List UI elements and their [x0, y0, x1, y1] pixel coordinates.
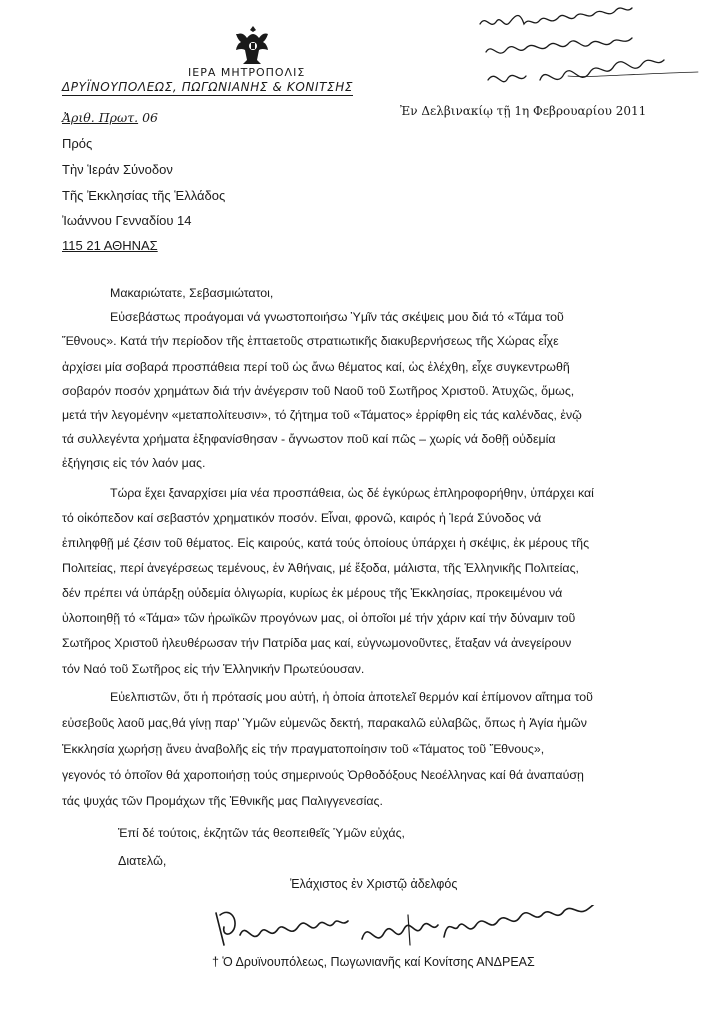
- valediction: Διατελῶ,: [118, 854, 167, 868]
- addressee-line: Τὴν Ἱεράν Σύνοδον: [62, 162, 173, 177]
- salutation: Μακαριώτατε, Σεβασμιώτατοι,: [110, 286, 274, 300]
- body-line: Πολιτείας, περί ἀνεγέρσεως τεμένους, ἐν Ἀθήναις, μέ ἔξοδα, μάλιστα, τῆς Ἑλληνικῆς Πολιτείας,: [62, 561, 579, 575]
- body-line: ὑλοποιηθῇ τό «Τάμα» τῶν ἡρωϊκῶν προγόνων μας, οἱ ὁποῖοι μέ τήν χάριν καί τήν δύναμιν τοῦ: [62, 611, 576, 625]
- body-line: Τώρα ἔχει ξαναρχίσει μία νέα προσπάθεια, ὡς δέ ἐγκύρως ἐπληροφορήθην, ὑπάρχει καί: [110, 486, 594, 500]
- signatory: † Ὁ Δρυϊνουπόλεως, Πωγωνιανῆς καί Κονίτσης ΑΝΔΡΕΑΣ: [212, 955, 535, 969]
- body-line: ἀρχίσει μία σοβαρά προσπάθεια περί τοῦ ὡς ἄνω θέματος καί, ὡς ἐλέχθη, εἶχε συγκεντρωθῆ: [62, 360, 570, 374]
- protocol-value: 06: [142, 110, 158, 125]
- protocol-number: [62, 110, 158, 125]
- body-line: Εὐσεβάστως προάγομαι νά γνωστοποιήσω Ὑμῖν τάς σκέψεις μου διά τό «Τάμα τοῦ: [110, 310, 564, 324]
- letter-date: Ἐν Δελβινακίῳ τῇ 1η Φεβρουαρίου 2011: [400, 104, 647, 118]
- body-line: εὐσεβοῦς λαοῦ μας,θά γίνῃ παρ' Ὑμῶν εὐμενῶς δεκτή, παρακαλῶ εὐλαβῶς, ὅπως ἡ Ἁγία ἡμῶν: [62, 716, 587, 730]
- body-line: Ἔθνους». Κατά τήν περίοδον τῆς ἑπταετοῦς στρατιωτικῆς διακυβερνήσεως τῆς Χώρας εἶχε: [62, 334, 559, 348]
- body-line: τό οἰκόπεδον καί σεβαστόν χρηματικόν ποσόν. Εἶναι, φρονῶ, καιρός ἡ Ἱερά Σύνοδος νά: [62, 511, 542, 525]
- body-line: τά συλλεγέντα χρήματα ἐξηφανίσθησαν - ἄγνωστον ποῦ καί πῶς – χωρίς νά δοθῇ οὐδεμία: [62, 432, 556, 446]
- body-line: δέν πρέπει νά ὑπάρξῃ οὐδεμία ὀλιγωρία, κυρίως ἐκ μέρους τῆς Ἐκκλησίας, προκειμένου νά: [62, 586, 563, 600]
- sign-off: Ἐλάχιστος ἐν Χριστῷ ἀδελφός: [290, 877, 458, 891]
- addressee-postcode: 115 21 ΑΘΗΝΑΣ: [62, 238, 158, 253]
- letterhead-subtitle: ΔΡΥΪΝΟΥΠΟΛΕΩΣ, ΠΩΓΩΝΙΑΝΗΣ & ΚΟΝΙΤΣΗΣ: [62, 80, 353, 94]
- body-line: τόν Ναό τοῦ Σωτῆρος εἰς τήν Ἑλληνικήν Πρωτεύουσαν.: [62, 662, 365, 676]
- body-line: Σωτῆρος Χριστοῦ ἠλευθέρωσαν τήν Πατρίδα μας καί, εὐγνωμονοῦντες, ἔταξαν νά ἀνεγείρουν: [62, 636, 572, 650]
- addressee-line: Τῆς Ἐκκλησίας τῆς Ἑλλάδος: [62, 188, 226, 203]
- letterhead-title: ΙΕΡΑ ΜΗΤΡΟΠΟΛΙΣ: [188, 66, 306, 79]
- protocol-label: Ἀριθ. Πρωτ.: [62, 110, 139, 125]
- body-line: γεγονός τό ὁποῖον θά χαροποιήσῃ τούς σημερινούς Ὀρθοδόξους Νεοέλληνας καί θά ἀναπαύσῃ: [62, 768, 584, 782]
- body-line: ἐπιληφθῇ μέ ζέσιν τοῦ θέματος. Εἰς καιρούς, κατά τούς ὁποίους ὑπάρχει ἡ σκέψις, ἐκ μέρους τῆς: [62, 536, 590, 550]
- body-line: σοβαρόν ποσόν χρημάτων διά τήν ἀνέγερσιν τοῦ Ναοῦ τοῦ Σωτῆρος Χριστοῦ. Ἀτυχῶς, ὅμως,: [62, 384, 575, 398]
- body-line: Ἐπί δέ τούτοις, ἐκζητῶν τάς θεοπειθεῖς Ὑμῶν εὐχάς,: [118, 826, 406, 840]
- body-line: τάς ψυχάς τῶν Προμάχων τῆς Ἐθνικῆς μας Παλιγγενεσίας.: [62, 794, 383, 808]
- handwritten-note: [468, 2, 718, 122]
- body-line: μετά τήν λεγομένην «μεταπολίτευσιν», τό ζήτημα τοῦ «Τάματος» ἐρρίφθη εἰς τάς καλένδας, ἐνῷ: [62, 408, 582, 422]
- addressee-line: Πρός: [62, 136, 93, 151]
- double-headed-eagle-icon: [232, 24, 274, 66]
- body-line: Ἐκκλησία χωρήσῃ ἄνευ ἀναβολῆς εἰς τήν πραγματοποίησιν τοῦ «Τάματος τοῦ Ἔθνους»,: [62, 742, 545, 756]
- body-line: ἐξήγησις εἰς τόν λαόν μας.: [62, 456, 206, 470]
- addressee-line: Ἰωάννου Γενναδίου 14: [62, 213, 192, 228]
- handwritten-signature: [212, 905, 652, 955]
- body-line: Εὐελπιστῶν, ὅτι ἡ πρότασίς μου αὐτή, ἡ ὁποία ἀποτελεῖ θερμόν καί ἐπίμονον αἴτημα τοῦ: [110, 690, 593, 704]
